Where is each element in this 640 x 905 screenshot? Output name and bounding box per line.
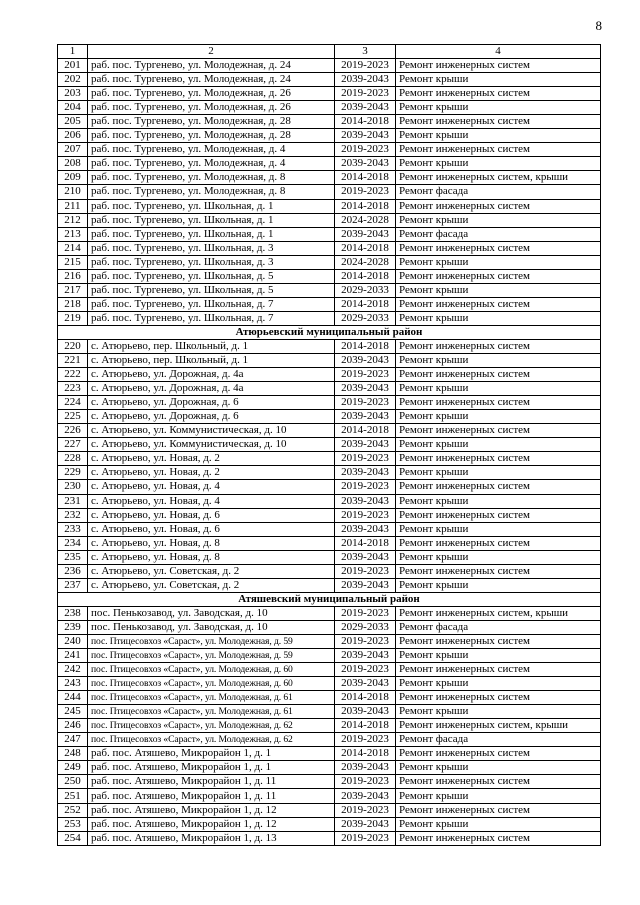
period-cell: 2014-2018 [335,339,396,353]
table-row [58,705,601,719]
address-cell: раб. пос. Атяшево, Микрорайон 1, д. 11 [88,789,335,803]
period-cell: 2039-2043 [335,817,396,831]
table-row [58,550,601,564]
work-type-cell: Ремонт инженерных систем [396,452,601,466]
table-row [58,255,601,269]
work-type-cell: Ремонт фасада [396,185,601,199]
row-number-cell: 222 [58,368,88,382]
work-type-cell: Ремонт крыши [396,578,601,592]
address-cell: с. Атюрьево, ул. Коммунистическая, д. 10 [88,438,335,452]
address-cell: с. Атюрьево, ул. Новая, д. 2 [88,452,335,466]
address-cell: раб. пос. Тургенево, ул. Школьная, д. 5 [88,283,335,297]
work-type-cell: Ремонт крыши [396,789,601,803]
column-header-period: 3 [335,45,396,59]
row-number-cell: 227 [58,438,88,452]
work-type-cell: Ремонт крыши [396,157,601,171]
address-cell: с. Атюрьево, ул. Дорожная, д. 6 [88,396,335,410]
work-type-cell: Ремонт крыши [396,101,601,115]
work-type-cell: Ремонт инженерных систем [396,339,601,353]
address-cell: с. Атюрьево, ул. Новая, д. 6 [88,508,335,522]
row-number-cell: 212 [58,213,88,227]
table-row [58,73,601,87]
table-row [58,424,601,438]
table-row [58,101,601,115]
work-type-cell: Ремонт крыши [396,677,601,691]
period-cell: 2039-2043 [335,705,396,719]
period-cell: 2014-2018 [335,536,396,550]
table-row [58,775,601,789]
work-type-cell: Ремонт инженерных систем, крыши [396,171,601,185]
row-number-cell: 245 [58,705,88,719]
address-cell: раб. пос. Тургенево, ул. Школьная, д. 5 [88,269,335,283]
period-cell: 2019-2023 [335,185,396,199]
table-row [58,339,601,353]
work-type-cell: Ремонт инженерных систем [396,480,601,494]
address-cell: с. Атюрьево, пер. Школьный, д. 1 [88,354,335,368]
row-number-cell: 236 [58,564,88,578]
row-number-cell: 205 [58,115,88,129]
address-cell: раб. пос. Тургенево, ул. Школьная, д. 7 [88,297,335,311]
work-type-cell: Ремонт инженерных систем [396,747,601,761]
section-title: Атяшевский муниципальный район [58,592,601,606]
row-number-cell: 250 [58,775,88,789]
table-row [58,564,601,578]
row-number-cell: 248 [58,747,88,761]
period-cell: 2014-2018 [335,747,396,761]
table-row [58,466,601,480]
period-cell: 2019-2023 [335,452,396,466]
address-cell: пос. Птицесовхоз «Сараст», ул. Молодежная, д. 60 [88,663,335,677]
row-number-cell: 206 [58,129,88,143]
address-cell: раб. пос. Тургенево, ул. Молодежная, д. 28 [88,115,335,129]
work-type-cell: Ремонт инженерных систем [396,803,601,817]
row-number-cell: 215 [58,255,88,269]
work-type-cell: Ремонт инженерных систем [396,831,601,845]
table-row [58,677,601,691]
row-number-cell: 232 [58,508,88,522]
work-type-cell: Ремонт инженерных систем, крыши [396,606,601,620]
row-number-cell: 241 [58,649,88,663]
work-type-cell: Ремонт фасада [396,227,601,241]
row-number-cell: 218 [58,297,88,311]
row-number-cell: 203 [58,87,88,101]
address-cell: раб. пос. Атяшево, Микрорайон 1, д. 11 [88,775,335,789]
column-header-number: 1 [58,45,88,59]
address-cell: раб. пос. Атяшево, Микрорайон 1, д. 1 [88,747,335,761]
address-cell: пос. Птицесовхоз «Сараст», ул. Молодежная, д. 61 [88,691,335,705]
table-row [58,354,601,368]
address-cell: с. Атюрьево, ул. Новая, д. 2 [88,466,335,480]
work-type-cell: Ремонт крыши [396,817,601,831]
table-row [58,297,601,311]
period-cell: 2019-2023 [335,733,396,747]
address-cell: пос. Птицесовхоз «Сараст», ул. Молодежная, д. 59 [88,649,335,663]
work-type-cell: Ремонт крыши [396,649,601,663]
period-cell: 2019-2023 [335,480,396,494]
work-type-cell: Ремонт крыши [396,382,601,396]
row-number-cell: 239 [58,620,88,634]
work-type-cell: Ремонт инженерных систем [396,508,601,522]
address-cell: пос. Птицесовхоз «Сараст», ул. Молодежная, д. 60 [88,677,335,691]
work-type-cell: Ремонт инженерных систем [396,691,601,705]
work-type-cell: Ремонт инженерных систем [396,297,601,311]
table-row [58,522,601,536]
row-number-cell: 238 [58,606,88,620]
period-cell: 2039-2043 [335,789,396,803]
table-row [58,719,601,733]
period-cell: 2039-2043 [335,101,396,115]
period-cell: 2019-2023 [335,59,396,73]
period-cell: 2024-2028 [335,213,396,227]
work-type-cell: Ремонт инженерных систем [396,269,601,283]
address-cell: пос. Пенькозавод, ул. Заводская, д. 10 [88,620,335,634]
table-row [58,438,601,452]
row-number-cell: 221 [58,354,88,368]
address-cell: с. Атюрьево, ул. Новая, д. 8 [88,536,335,550]
row-number-cell: 201 [58,59,88,73]
period-cell: 2039-2043 [335,438,396,452]
table-body [58,45,601,846]
address-cell: раб. пос. Тургенево, ул. Молодежная, д. 24 [88,59,335,73]
address-cell: с. Атюрьево, ул. Дорожная, д. 4а [88,382,335,396]
work-type-cell: Ремонт инженерных систем [396,396,601,410]
period-cell: 2019-2023 [335,831,396,845]
row-number-cell: 209 [58,171,88,185]
row-number-cell: 246 [58,719,88,733]
table-row [58,817,601,831]
row-number-cell: 231 [58,494,88,508]
table-row [58,227,601,241]
work-type-cell: Ремонт крыши [396,354,601,368]
row-number-cell: 254 [58,831,88,845]
row-number-cell: 240 [58,634,88,648]
period-cell: 2014-2018 [335,424,396,438]
table-row [58,494,601,508]
address-cell: пос. Птицесовхоз «Сараст», ул. Молодежная, д. 59 [88,634,335,648]
work-type-cell: Ремонт инженерных систем [396,564,601,578]
period-cell: 2039-2043 [335,354,396,368]
period-cell: 2024-2028 [335,255,396,269]
address-cell: с. Атюрьево, ул. Новая, д. 4 [88,480,335,494]
address-cell: с. Атюрьево, ул. Дорожная, д. 6 [88,410,335,424]
period-cell: 2019-2023 [335,396,396,410]
table-row [58,185,601,199]
period-cell: 2039-2043 [335,494,396,508]
table-row [58,283,601,297]
row-number-cell: 226 [58,424,88,438]
table-row [58,691,601,705]
period-cell: 2014-2018 [335,297,396,311]
address-cell: пос. Птицесовхоз «Сараст», ул. Молодежная, д. 61 [88,705,335,719]
address-cell: раб. пос. Тургенево, ул. Молодежная, д. 8 [88,171,335,185]
table-row [58,480,601,494]
work-type-cell: Ремонт крыши [396,213,601,227]
period-cell: 2029-2033 [335,311,396,325]
work-type-cell: Ремонт крыши [396,255,601,269]
work-type-cell: Ремонт крыши [396,410,601,424]
work-type-cell: Ремонт крыши [396,311,601,325]
table-row [58,663,601,677]
table-row [58,59,601,73]
address-cell: раб. пос. Тургенево, ул. Молодежная, д. 26 [88,101,335,115]
work-type-cell: Ремонт фасада [396,620,601,634]
address-cell: раб. пос. Атяшево, Микрорайон 1, д. 12 [88,803,335,817]
period-cell: 2039-2043 [335,129,396,143]
address-cell: с. Атюрьево, ул. Советская, д. 2 [88,578,335,592]
period-cell: 2014-2018 [335,241,396,255]
column-header-work: 4 [396,45,601,59]
work-type-cell: Ремонт инженерных систем [396,87,601,101]
work-type-cell: Ремонт крыши [396,761,601,775]
period-cell: 2039-2043 [335,761,396,775]
period-cell: 2039-2043 [335,677,396,691]
work-type-cell: Ремонт инженерных систем [396,199,601,213]
address-cell: пос. Птицесовхоз «Сараст», ул. Молодежная, д. 62 [88,733,335,747]
table-row [58,803,601,817]
period-cell: 2014-2018 [335,199,396,213]
period-cell: 2029-2033 [335,283,396,297]
table-row [58,452,601,466]
address-cell: раб. пос. Тургенево, ул. Школьная, д. 3 [88,241,335,255]
work-type-cell: Ремонт инженерных систем [396,241,601,255]
period-cell: 2039-2043 [335,649,396,663]
table-row [58,831,601,845]
row-number-cell: 214 [58,241,88,255]
work-type-cell: Ремонт инженерных систем [396,634,601,648]
work-type-cell: Ремонт инженерных систем, крыши [396,719,601,733]
table-row [58,733,601,747]
row-number-cell: 229 [58,466,88,480]
address-cell: с. Атюрьево, ул. Новая, д. 4 [88,494,335,508]
row-number-cell: 244 [58,691,88,705]
table-header-row [58,45,601,59]
address-cell: раб. пос. Тургенево, ул. Молодежная, д. 4 [88,157,335,171]
address-cell: раб. пос. Атяшево, Микрорайон 1, д. 13 [88,831,335,845]
period-cell: 2039-2043 [335,550,396,564]
row-number-cell: 216 [58,269,88,283]
address-cell: с. Атюрьево, ул. Дорожная, д. 4а [88,368,335,382]
period-cell: 2039-2043 [335,382,396,396]
table-row [58,578,601,592]
address-cell: раб. пос. Тургенево, ул. Молодежная, д. 4 [88,143,335,157]
address-cell: раб. пос. Тургенево, ул. Молодежная, д. 26 [88,87,335,101]
table-row [58,536,601,550]
address-cell: раб. пос. Тургенево, ул. Школьная, д. 3 [88,255,335,269]
table-row [58,761,601,775]
table-row [58,213,601,227]
period-cell: 2019-2023 [335,87,396,101]
address-cell: пос. Птицесовхоз «Сараст», ул. Молодежная, д. 62 [88,719,335,733]
row-number-cell: 243 [58,677,88,691]
work-type-cell: Ремонт инженерных систем [396,663,601,677]
row-number-cell: 213 [58,227,88,241]
address-cell: раб. пос. Атяшево, Микрорайон 1, д. 1 [88,761,335,775]
table-row [58,87,601,101]
address-cell: раб. пос. Тургенево, ул. Молодежная, д. 8 [88,185,335,199]
period-cell: 2039-2043 [335,157,396,171]
row-number-cell: 207 [58,143,88,157]
address-cell: раб. пос. Тургенево, ул. Школьная, д. 1 [88,227,335,241]
section-row [58,325,601,339]
row-number-cell: 225 [58,410,88,424]
work-type-cell: Ремонт инженерных систем [396,536,601,550]
table-row [58,747,601,761]
section-title: Атюрьевский муниципальный район [58,325,601,339]
row-number-cell: 228 [58,452,88,466]
period-cell: 2019-2023 [335,143,396,157]
address-cell: раб. пос. Тургенево, ул. Молодежная, д. 24 [88,73,335,87]
address-cell: с. Атюрьево, ул. Советская, д. 2 [88,564,335,578]
row-number-cell: 220 [58,339,88,353]
address-cell: раб. пос. Тургенево, ул. Школьная, д. 1 [88,213,335,227]
row-number-cell: 247 [58,733,88,747]
table-row [58,620,601,634]
table-row [58,199,601,213]
table-row [58,789,601,803]
table-row [58,649,601,663]
row-number-cell: 210 [58,185,88,199]
table-row [58,396,601,410]
period-cell: 2019-2023 [335,606,396,620]
period-cell: 2039-2043 [335,410,396,424]
period-cell: 2039-2043 [335,73,396,87]
table-row [58,129,601,143]
work-type-cell: Ремонт инженерных систем [396,368,601,382]
housing-repair-table [57,44,601,846]
row-number-cell: 253 [58,817,88,831]
row-number-cell: 252 [58,803,88,817]
address-cell: раб. пос. Тургенево, ул. Школьная, д. 7 [88,311,335,325]
period-cell: 2019-2023 [335,564,396,578]
address-cell: раб. пос. Атяшево, Микрорайон 1, д. 12 [88,817,335,831]
work-type-cell: Ремонт инженерных систем [396,775,601,789]
work-type-cell: Ремонт крыши [396,129,601,143]
period-cell: 2019-2023 [335,803,396,817]
period-cell: 2014-2018 [335,115,396,129]
address-cell: пос. Пенькозавод, ул. Заводская, д. 10 [88,606,335,620]
row-number-cell: 224 [58,396,88,410]
row-number-cell: 211 [58,199,88,213]
address-cell: с. Атюрьево, пер. Школьный, д. 1 [88,339,335,353]
row-number-cell: 234 [58,536,88,550]
period-cell: 2029-2033 [335,620,396,634]
table-row [58,269,601,283]
row-number-cell: 237 [58,578,88,592]
row-number-cell: 249 [58,761,88,775]
address-cell: с. Атюрьево, ул. Коммунистическая, д. 10 [88,424,335,438]
period-cell: 2019-2023 [335,775,396,789]
period-cell: 2014-2018 [335,171,396,185]
table-row [58,368,601,382]
table-row [58,171,601,185]
period-cell: 2014-2018 [335,269,396,283]
work-type-cell: Ремонт крыши [396,466,601,480]
table-row [58,311,601,325]
address-cell: раб. пос. Тургенево, ул. Молодежная, д. 28 [88,129,335,143]
period-cell: 2039-2043 [335,522,396,536]
work-type-cell: Ремонт крыши [396,283,601,297]
table-row [58,606,601,620]
work-type-cell: Ремонт инженерных систем [396,115,601,129]
table-row [58,508,601,522]
table-row [58,634,601,648]
period-cell: 2039-2043 [335,466,396,480]
row-number-cell: 217 [58,283,88,297]
address-cell: с. Атюрьево, ул. Новая, д. 6 [88,522,335,536]
table-row [58,382,601,396]
column-header-address: 2 [88,45,335,59]
period-cell: 2014-2018 [335,691,396,705]
table-row [58,143,601,157]
period-cell: 2019-2023 [335,634,396,648]
page-number: 8 [595,18,602,33]
section-row [58,592,601,606]
period-cell: 2019-2023 [335,368,396,382]
table-row [58,241,601,255]
work-type-cell: Ремонт крыши [396,550,601,564]
work-type-cell: Ремонт фасада [396,733,601,747]
work-type-cell: Ремонт крыши [396,705,601,719]
row-number-cell: 208 [58,157,88,171]
table-row [58,157,601,171]
row-number-cell: 242 [58,663,88,677]
row-number-cell: 251 [58,789,88,803]
row-number-cell: 219 [58,311,88,325]
work-type-cell: Ремонт инженерных систем [396,59,601,73]
period-cell: 2019-2023 [335,508,396,522]
row-number-cell: 230 [58,480,88,494]
address-cell: с. Атюрьево, ул. Новая, д. 8 [88,550,335,564]
row-number-cell: 235 [58,550,88,564]
work-type-cell: Ремонт крыши [396,438,601,452]
period-cell: 2019-2023 [335,663,396,677]
work-type-cell: Ремонт инженерных систем [396,424,601,438]
period-cell: 2039-2043 [335,578,396,592]
row-number-cell: 223 [58,382,88,396]
work-type-cell: Ремонт крыши [396,494,601,508]
period-cell: 2039-2043 [335,227,396,241]
work-type-cell: Ремонт инженерных систем [396,143,601,157]
work-type-cell: Ремонт крыши [396,522,601,536]
row-number-cell: 204 [58,101,88,115]
row-number-cell: 233 [58,522,88,536]
row-number-cell: 202 [58,73,88,87]
address-cell: раб. пос. Тургенево, ул. Школьная, д. 1 [88,199,335,213]
period-cell: 2014-2018 [335,719,396,733]
table-row [58,410,601,424]
work-type-cell: Ремонт крыши [396,73,601,87]
table-row [58,115,601,129]
